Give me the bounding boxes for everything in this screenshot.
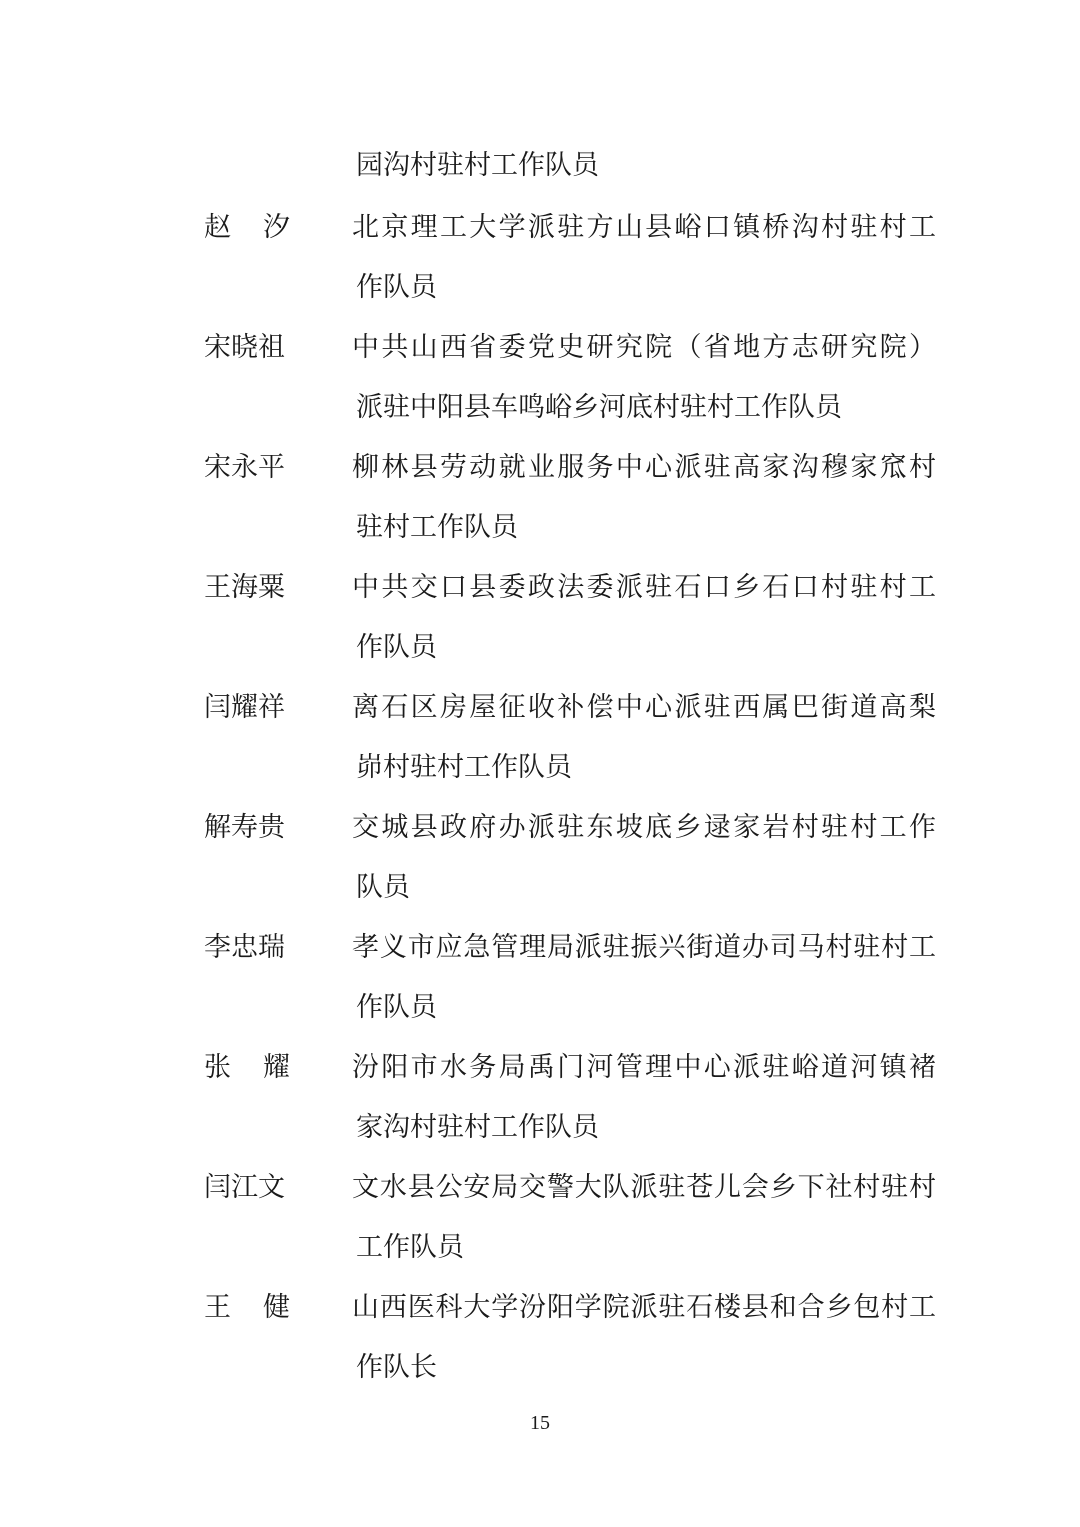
name-char: 耀: [263, 1052, 290, 1083]
entry-desc-line2: 作队员: [356, 632, 437, 663]
entry-desc-line2: 家沟村驻村工作队员: [356, 1112, 599, 1143]
name-char: 张: [204, 1052, 231, 1083]
entry-name: 王海粟: [204, 572, 285, 603]
entry-desc-line1: 文水县公安局交警大队派驻苍儿会乡下社村驻村: [352, 1172, 936, 1203]
entry-name: [204, 210, 294, 246]
entry-name: 宋永平: [204, 452, 285, 483]
entry-desc-line2: 工作队员: [356, 1232, 464, 1263]
entry-desc-line1: 孝义市应急管理局派驻振兴街道办司马村驻村工: [352, 932, 936, 963]
entry-desc-line1: 北京理工大学派驻方山县峪口镇桥沟村驻村工: [352, 212, 936, 243]
name-char: 健: [263, 1292, 290, 1323]
entry-desc-line2: 作队长: [356, 1352, 437, 1383]
continuation-line: 园沟村驻村工作队员: [356, 150, 599, 181]
entry-name: 李忠瑞: [204, 932, 285, 963]
entry-name: 解寿贵: [204, 812, 285, 843]
entry-name: 闫耀祥: [204, 692, 285, 723]
entry-desc-line1: 离石区房屋征收补偿中心派驻西属巴街道高梨: [352, 692, 936, 723]
entry-desc-line2: 派驻中阳县车鸣峪乡河底村驻村工作队员: [356, 392, 842, 423]
entry-desc-line1: 中共交口县委政法委派驻石口乡石口村驻村工: [352, 572, 936, 603]
entry-desc-line2: 队员: [356, 872, 410, 903]
entry-desc-line2: 作队员: [356, 992, 437, 1023]
entry-desc-line1: 柳林县劳动就业服务中心派驻高家沟穆家窊村: [352, 452, 936, 483]
page-number: 15: [530, 1412, 550, 1434]
entry-desc-line2: 峁村驻村工作队员: [356, 752, 572, 783]
name-char: 汐: [263, 212, 290, 243]
entry-name: 闫江文: [204, 1172, 285, 1203]
entry-desc-line2: 驻村工作队员: [356, 512, 518, 543]
entry-desc-line2: 作队员: [356, 272, 437, 303]
entry-desc-line1: 中共山西省委党史研究院（省地方志研究院）: [352, 332, 936, 363]
entry-name: 宋晓祖: [204, 332, 285, 363]
entry-desc-line1: 交城县政府办派驻东坡底乡逯家岩村驻村工作: [352, 812, 936, 843]
entry-desc-line1: 汾阳市水务局禹门河管理中心派驻峪道河镇褚: [352, 1052, 936, 1083]
entry-name: [204, 1050, 294, 1086]
entry-name: [204, 1290, 294, 1326]
entry-desc-line1: 山西医科大学汾阳学院派驻石楼县和合乡包村工: [352, 1292, 936, 1323]
name-char: 赵: [204, 212, 231, 243]
name-char: 王: [204, 1292, 231, 1323]
